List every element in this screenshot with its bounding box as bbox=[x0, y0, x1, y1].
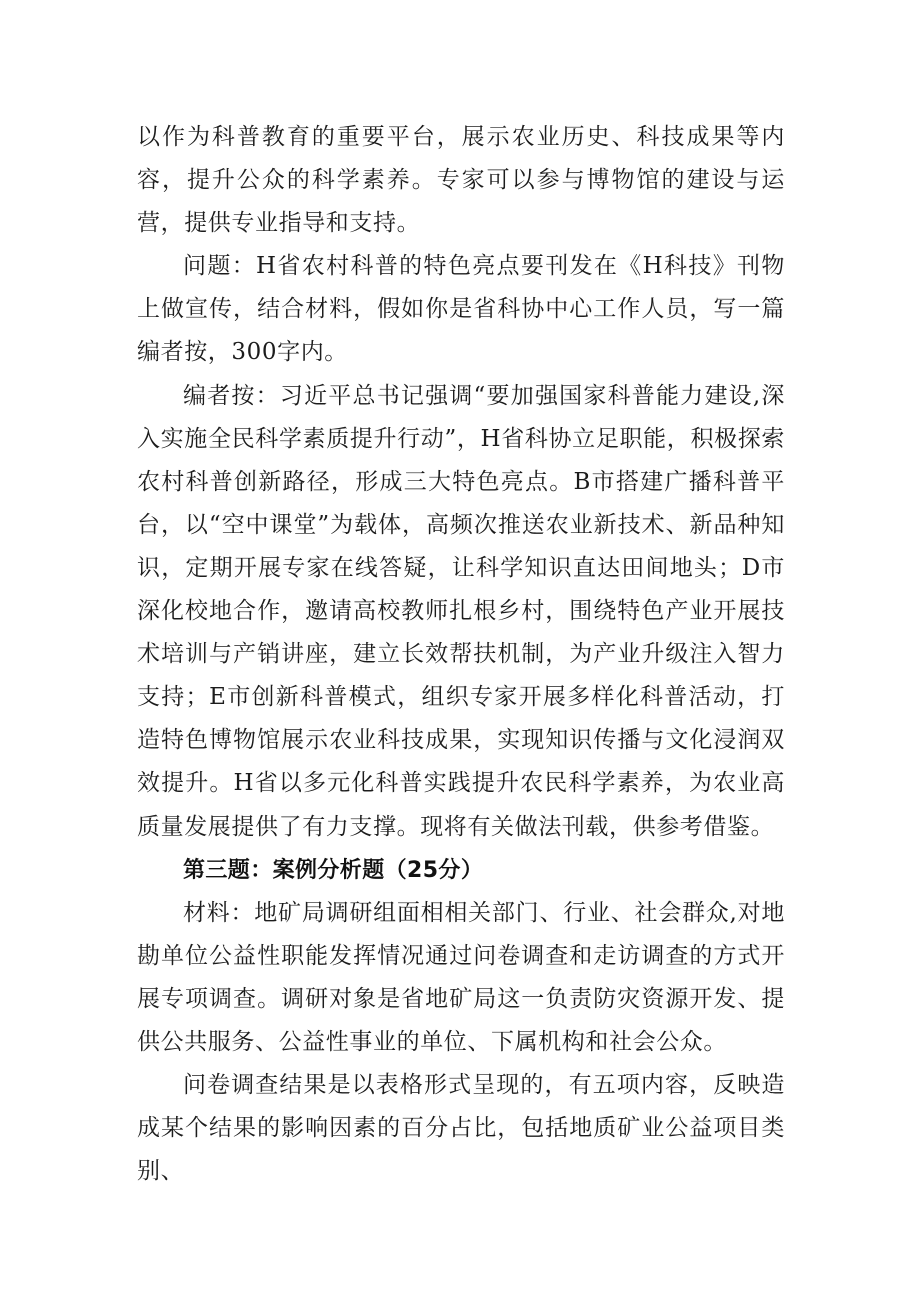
paragraph-survey: 问卷调查结果是以表格形式呈现的，有五项内容，反映造成某个结果的影响因素的百分占比，包括地质矿业公益项目类别、 bbox=[137, 1072, 785, 1185]
paragraph-question: 问题：H省农村科普的特色亮点要刊发在《H科技》刊物上做宣传，结合材料，假如你是省科协中心工作人员，写一篇编者按，300字内。 bbox=[137, 253, 785, 366]
paragraph-editor-note: 编者按：习近平总书记强调“要加强国家科普能力建设,深入实施全民科学素质提升行动”，H省科协立足职能，积极探索农村科普创新路径，形成三大特色亮点。B市搭建广播科普平台，以“空中课堂”为载体，高频次推送农业新技术、新品种知识，定期开展专家在线答疑，让科学知识直达田间地头；D市深化校地合作，邀请高校教师扎根乡村，围绕特色产业开展技术培训与产销讲座，建立长效帮扶机制，为产业升级注入智力支持；E市创新科普模式，组织专家开展多样化科普活动，打造特色博物馆展示农业科技成果，实现知识传播与文化浸润双效提升。H省以多元化科普实践提升农民科学素养，为农业高质量发展提供了有力支撑。现将有关做法刊载，供参考借鉴。 bbox=[137, 382, 785, 840]
section-heading: 第三题：案例分析题（25分） bbox=[183, 857, 484, 883]
paragraph-material: 材料：地矿局调研组面相相关部门、行业、社会群众,对地勘单位公益性职能发挥情况通过问卷调查和走访调查的方式开展专项调查。调研对象是省地矿局这一负责防灾资源开发、提供公共服务、公益性事业的单位、下属机构和社会公众。 bbox=[137, 899, 785, 1055]
paragraph-museum-continued: 以作为科普教育的重要平台，展示农业历史、科技成果等内容，提升公众的科学素养。专家可以参与博物馆的建设与运营，提供专业指导和支持。 bbox=[137, 124, 785, 237]
document-body bbox=[137, 116, 785, 1193]
